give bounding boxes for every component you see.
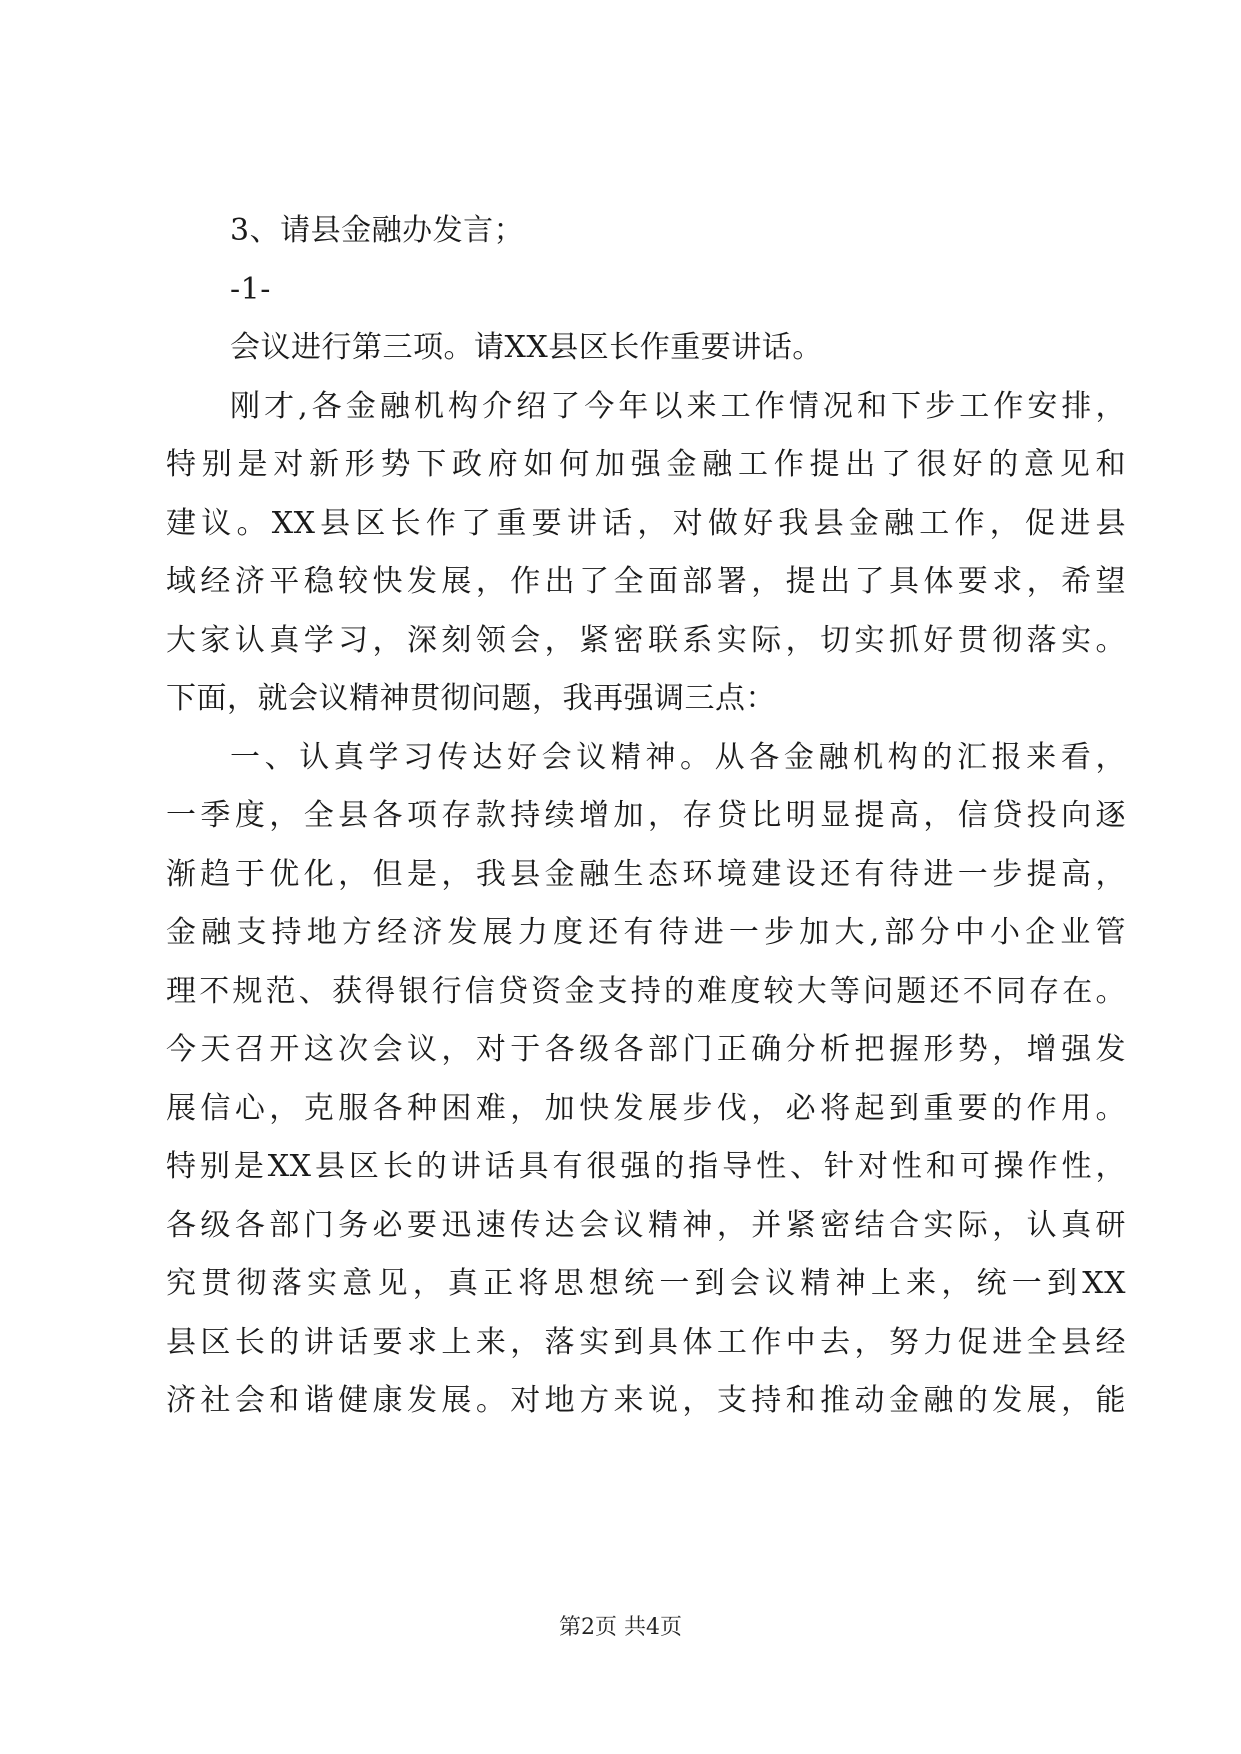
text-line: 济社会和谐健康发展。对地方来说，支持和推动金融的发展，能 — [166, 1383, 1126, 1418]
text-line: 今天召开这次会议，对于各级各部门正确分析把握形势，增强发 — [166, 1032, 1126, 1067]
text-line: 县区长的讲话要求上来，落实到具体工作中去，努力促进全县经 — [166, 1324, 1126, 1360]
text-line: 金融支持地方经济发展力度还有待进一步加大,部分中小企业管 — [166, 915, 1126, 950]
text-line: 会议进行第三项。请XX县区长作重要讲话。 — [230, 330, 823, 365]
text-line: 各级各部门务必要迅速传达会议精神，并紧密结合实际，认真研 — [166, 1207, 1126, 1243]
text-line: 大家认真学习，深刻领会，紧密联系实际，切实抓好贯彻落实。 — [166, 622, 1126, 658]
text-line: 下面，就会议精神贯彻问题，我再强调三点： — [166, 681, 776, 716]
page-footer: 第2页 共4页 — [559, 1615, 682, 1640]
text-line: 渐趋于优化，但是，我县金融生态环境建设还有待进一步提高， — [166, 856, 1126, 892]
text-line: 域经济平稳较快发展，作出了全面部署，提出了具体要求，希望 — [166, 564, 1126, 599]
text-line: 理不规范、获得银行信贷资金支持的难度较大等问题还不同存在。 — [166, 973, 1126, 1009]
text-line: 特别是XX县区长的讲话具有很强的指导性、针对性和可操作性， — [166, 1149, 1126, 1184]
text-line: 刚才,各金融机构介绍了今年以来工作情况和下步工作安排， — [230, 388, 1126, 424]
text-line: 展信心，克服各种困难，加快发展步伐，必将起到重要的作用。 — [166, 1090, 1126, 1126]
document-body — [166, 202, 1126, 1431]
text-line: -1- — [230, 271, 271, 307]
text-line: 特别是对新形势下政府如何加强金融工作提出了很好的意见和 — [166, 447, 1126, 482]
text-line: 一季度，全县各项存款持续增加，存贷比明显提高，信贷投向逐 — [166, 798, 1126, 833]
text-line: 建议。XX县区长作了重要讲话，对做好我县金融工作，促进县 — [166, 505, 1126, 541]
text-line: 3、请县金融办发言； — [230, 213, 525, 248]
text-line: 一、认真学习传达好会议精神。从各金融机构的汇报来看， — [230, 739, 1126, 775]
text-line: 究贯彻落实意见，真正将思想统一到会议精神上来，统一到XX — [166, 1266, 1126, 1301]
